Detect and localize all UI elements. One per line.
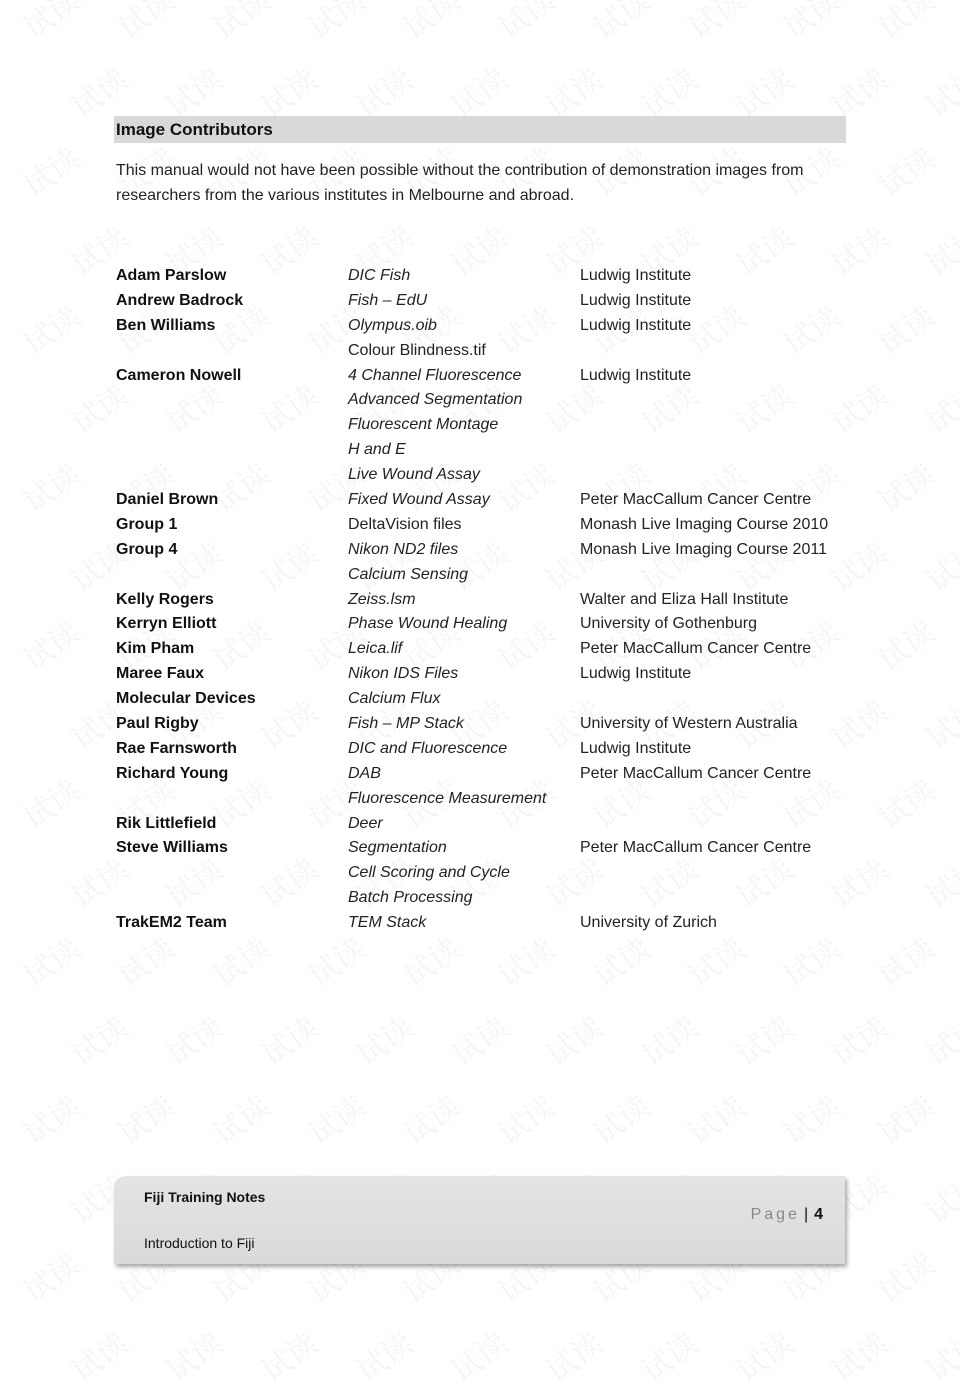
contributed-image: Live Wound Assay (348, 466, 480, 484)
contributed-image: Batch Processing (348, 889, 473, 907)
contributor-name: Group 1 (116, 515, 178, 533)
contributor-row (116, 339, 844, 364)
contributor-name: Group 4 (116, 540, 178, 558)
contributor-row (116, 861, 844, 886)
contributor-row (116, 712, 844, 737)
contributor-institute: Ludwig Institute (580, 366, 692, 384)
contributor-row (116, 911, 844, 936)
watermark-text (346, 1004, 420, 1074)
contributor-name: TrakEM2 Team (116, 914, 227, 932)
watermark-text (583, 0, 657, 47)
watermark-text (298, 1083, 372, 1153)
contributed-image: 4 Channel Fluorescence (348, 366, 522, 384)
contributor-name: Rik Littlefield (116, 814, 217, 832)
watermark-text (773, 1083, 847, 1153)
contributor-institute: Ludwig Institute (580, 267, 692, 284)
watermark-text (13, 1083, 87, 1153)
contributed-image: DeltaVision files (348, 515, 462, 533)
contributor-name: Kelly Rogers (116, 590, 214, 608)
contributor-row (116, 563, 844, 588)
contributor-row (116, 612, 844, 637)
contributor-row (116, 662, 844, 687)
contributor-institute: University of Gothenburg (580, 615, 757, 633)
page-number: 4 (814, 1206, 823, 1223)
watermark-text (441, 1004, 515, 1074)
watermark-text (108, 0, 182, 47)
contributor-institute: Peter MacCallum Cancer Centre (580, 491, 812, 509)
watermark-text (631, 1320, 705, 1390)
contributed-image: Fluorescent Montage (348, 416, 499, 434)
contributor-row (116, 762, 844, 787)
watermark-text (61, 1320, 135, 1390)
footer-title: Fiji Training Notes (144, 1189, 266, 1205)
watermark-text (916, 56, 960, 126)
watermark-text (726, 1004, 800, 1074)
contributor-row (116, 513, 844, 538)
contributor-row (116, 836, 844, 861)
contributed-image: Deer (348, 814, 383, 832)
contributed-image: Cell Scoring and Cycle (348, 864, 510, 882)
contributor-row (116, 787, 844, 812)
watermark-text (916, 530, 960, 600)
contributor-institute: Ludwig Institute (580, 316, 692, 334)
watermark-text (108, 1083, 182, 1153)
watermark-text (393, 0, 467, 47)
watermark-text (583, 1083, 657, 1153)
contributed-image: Zeiss.lsm (348, 590, 416, 608)
contributor-row (116, 538, 844, 563)
footer-subtitle: Introduction to Fiji (144, 1235, 255, 1251)
watermark-text (13, 609, 87, 679)
page-indicator (751, 1206, 823, 1224)
watermark-text (678, 0, 752, 47)
watermark-text (868, 451, 942, 521)
contributed-image: Advanced Segmentation (348, 391, 523, 409)
watermark-text (916, 372, 960, 442)
contributor-institute: University of Zurich (580, 914, 717, 932)
contributor-name: Maree Faux (116, 665, 205, 683)
contributed-image: Fish – MP Stack (348, 715, 464, 733)
contributor-name: Kim Pham (116, 640, 195, 658)
watermark-text (868, 925, 942, 995)
contributed-image: Calcium Flux (348, 690, 441, 708)
contributed-image: DIC Fish (348, 267, 411, 284)
contributor-row (116, 463, 844, 488)
watermark-text (13, 925, 87, 995)
contributor-name: Andrew Badrock (116, 291, 244, 309)
contributors-table (116, 264, 844, 936)
contributor-institute: Ludwig Institute (580, 739, 692, 757)
watermark-text (251, 1004, 325, 1074)
watermark-text (203, 0, 277, 47)
contributed-image: Nikon ND2 files (348, 540, 459, 558)
contributed-image: Nikon IDS Files (348, 665, 459, 683)
watermark-text (678, 1083, 752, 1153)
contributed-image: Olympus.oib (348, 316, 437, 334)
contributed-image: H and E (348, 441, 406, 459)
intro-paragraph: This manual would not have been possible without the contribution of demonstration images from researchers from the various institutes in Melbourne and abroad. (116, 162, 804, 204)
watermark-text (868, 293, 942, 363)
watermark-text (821, 1004, 895, 1074)
contributed-image: Leica.lif (348, 640, 403, 658)
watermark-text (156, 1004, 230, 1074)
contributor-name: Adam Parslow (116, 267, 227, 284)
watermark-text (916, 1004, 960, 1074)
contributed-image: DAB (348, 764, 381, 782)
watermark-text (868, 1083, 942, 1153)
contributor-institute: Ludwig Institute (580, 665, 692, 683)
contributor-row (116, 413, 844, 438)
contributor-row (116, 687, 844, 712)
contributor-institute: Monash Live Imaging Course 2010 (580, 515, 829, 533)
contributor-institute: Monash Live Imaging Course 2011 (580, 540, 827, 558)
watermark-text (13, 1241, 87, 1311)
watermark-text (13, 0, 87, 47)
watermark-text (13, 135, 87, 205)
watermark-text (773, 0, 847, 47)
watermark-text (916, 214, 960, 284)
watermark-text (868, 135, 942, 205)
contributor-row (116, 737, 844, 762)
watermark-text (203, 1083, 277, 1153)
contributor-institute: Peter MacCallum Cancer Centre (580, 839, 812, 857)
watermark-text (868, 0, 942, 47)
contributor-row (116, 812, 844, 837)
contributed-image: Colour Blindness.tif (348, 341, 486, 359)
watermark-text (156, 1320, 230, 1390)
watermark-text (916, 688, 960, 758)
contributor-name: Kerryn Elliott (116, 615, 217, 633)
watermark-text (536, 1004, 610, 1074)
watermark-text (868, 609, 942, 679)
contributor-institute: Peter MacCallum Cancer Centre (580, 764, 812, 782)
watermark-text (868, 767, 942, 837)
contributor-name: Ben Williams (116, 316, 216, 334)
watermark-text (61, 1004, 135, 1074)
watermark-text (13, 767, 87, 837)
contributor-row (116, 438, 844, 463)
page-label: Page (750, 1206, 800, 1223)
contributed-image: Fluorescence Measurement (348, 789, 547, 807)
watermark-text (916, 846, 960, 916)
watermark-text (441, 1320, 515, 1390)
contributor-institute: Peter MacCallum Cancer Centre (580, 640, 812, 658)
watermark-text (13, 451, 87, 521)
page-separator: | (803, 1206, 809, 1223)
contributor-row (116, 388, 844, 413)
page-footer (114, 1176, 845, 1264)
contributor-name: Daniel Brown (116, 491, 219, 509)
contributed-image: Fish – EdU (348, 291, 428, 309)
contributor-row (116, 588, 844, 613)
watermark-text (393, 1083, 467, 1153)
watermark-text (251, 1320, 325, 1390)
contributor-row (116, 637, 844, 662)
contributor-row (116, 314, 844, 339)
watermark-text (298, 0, 372, 47)
contributed-image: Calcium Sensing (348, 565, 469, 583)
contributor-institute: University of Western Australia (580, 715, 798, 733)
contributed-image: TEM Stack (348, 914, 427, 932)
contributed-image: Segmentation (348, 839, 447, 857)
contributor-row (116, 488, 844, 513)
contributor-row (116, 886, 844, 911)
watermark-text (916, 1320, 960, 1390)
contributor-name: Cameron Nowell (116, 366, 242, 384)
watermark-text (13, 293, 87, 363)
watermark-text (536, 1320, 610, 1390)
watermark-text (631, 1004, 705, 1074)
contributor-institute: Walter and Eliza Hall Institute (580, 590, 789, 608)
contributed-image: Phase Wound Healing (348, 615, 508, 633)
watermark-text (346, 1320, 420, 1390)
contributor-name: Steve Williams (116, 839, 228, 857)
contributor-name: Paul Rigby (116, 715, 199, 733)
contributor-institute: Ludwig Institute (580, 291, 692, 309)
watermark-text (916, 1162, 960, 1232)
watermark-text (488, 1083, 562, 1153)
contributor-row (116, 264, 844, 289)
contributed-image: Fixed Wound Assay (348, 491, 490, 509)
watermark-text (821, 1320, 895, 1390)
contributed-image: DIC and Fluorescence (348, 739, 508, 757)
contributor-row (116, 364, 844, 389)
contributor-name: Molecular Devices (116, 690, 256, 708)
watermark-text (726, 1320, 800, 1390)
contributor-name: Richard Young (116, 764, 229, 782)
watermark-text (868, 1241, 942, 1311)
section-heading: Image Contributors (114, 116, 846, 143)
contributor-name: Rae Farnsworth (116, 739, 237, 757)
contributor-row (116, 289, 844, 314)
watermark-text (488, 0, 562, 47)
